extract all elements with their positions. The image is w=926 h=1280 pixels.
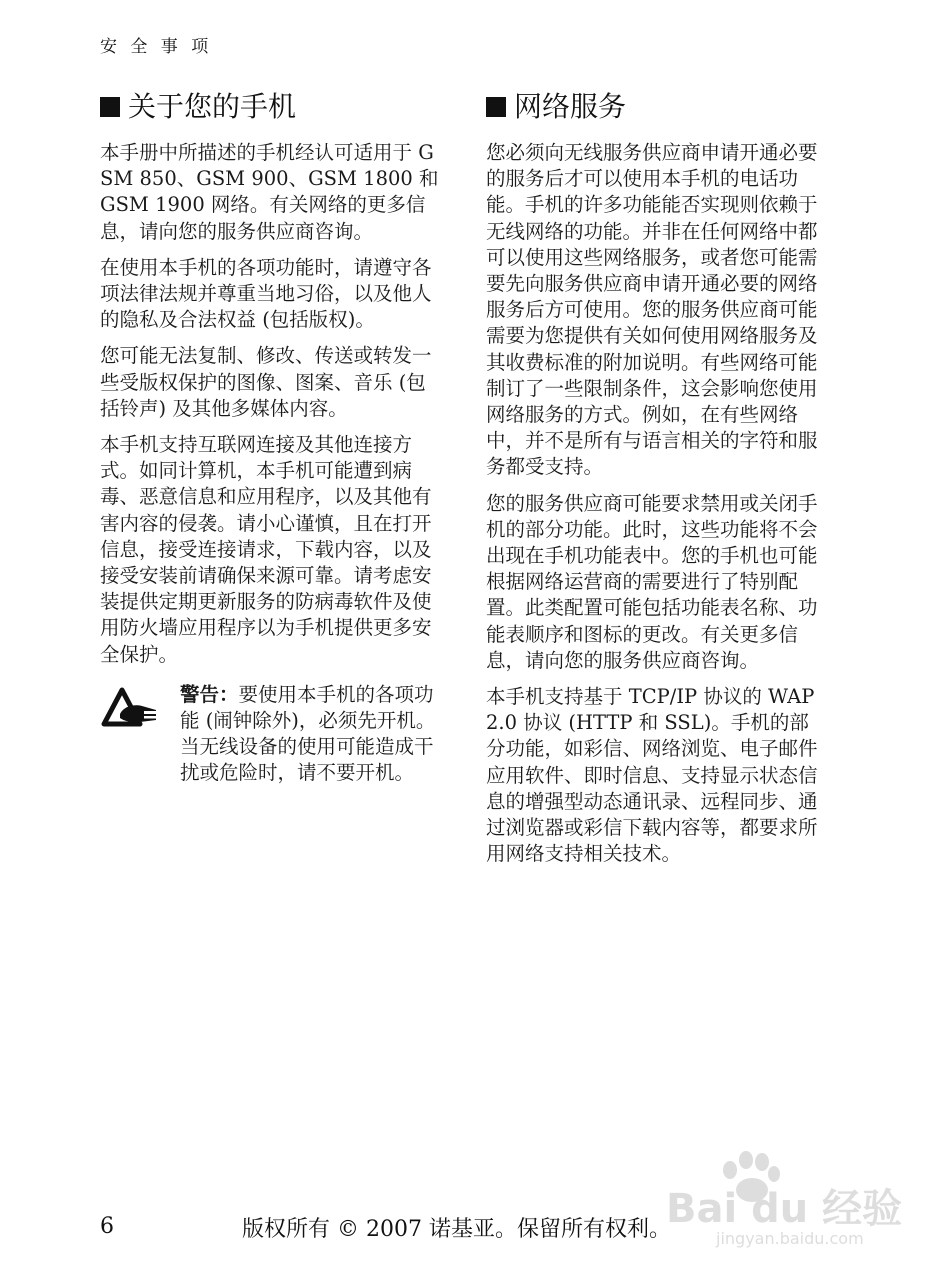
heading-square-icon [486, 97, 506, 117]
paragraph: 您的服务供应商可能要求禁用或关闭手机的部分功能。此时，这些功能将不会出现在手机功能表中。您的手机也可能根据网络运营商的需要进行了特别配置。此类配置可能包括功能表名称、功能表顺序和图标的更改。有关更多信息，请向您的服务供应商咨询。 [486, 491, 818, 672]
paragraph: 您可能无法复制、修改、传送或转发一些受版权保护的图像、图案、音乐 (包括铃声) 及其他多媒体内容。 [100, 344, 432, 420]
warning-text [180, 682, 440, 787]
watermark-brand-text: Bai du 经验 [666, 1186, 903, 1232]
running-head: 安 全 事 项 [100, 37, 213, 57]
warning-hand-icon [100, 684, 160, 730]
paragraph: 本手册中所描述的手机经认可适用于 GSM 850、GSM 900、GSM 1800 和 GSM 1900 网络。有关网络的更多信息，请向您的服务供应商咨询。 [100, 141, 439, 243]
left-column [100, 88, 440, 787]
section-heading-network-services [486, 88, 826, 126]
page-number: 6 [100, 1214, 114, 1239]
warning-label: 警告： [180, 682, 239, 706]
heading-text: 关于您的手机 [128, 90, 297, 123]
paragraph: 本手机支持基于 TCP/IP 协议的 WAP 2.0 协议 (HTTP 和 SSL)。手机的部分功能，如彩信、网络浏览、电子邮件应用软件、即时信息、支持显示状态信息的增强型动态通讯录、远程同步、通过浏览器或彩信下载内容等，都要求所用网络支持相关技术。 [486, 685, 818, 866]
watermark-url: jingyan.baidu.com [716, 1229, 864, 1248]
heading-square-icon [100, 97, 120, 117]
right-column [486, 88, 826, 877]
warning-body: 要使用本手机的各项功能 (闹钟除外)，必须先开机。当无线设备的使用可能造成干扰或危险时，请不要开机。 [180, 682, 436, 785]
heading-text: 网络服务 [514, 90, 627, 123]
copyright-notice: 版权所有 © 2007 诺基亚。保留所有权利。 [242, 1217, 671, 1242]
section-heading-about-phone [100, 88, 440, 126]
paragraph: 在使用本手机的各项功能时，请遵守各项法律法规并尊重当地习俗，以及他人的隐私及合法权益 (包括版权)。 [100, 255, 432, 332]
baidu-jingyan-watermark [660, 1140, 910, 1250]
warning-note [100, 682, 440, 787]
paragraph: 您必须向无线服务供应商申请开通必要的服务后才可以使用本手机的电话功能。手机的许多功能能否实现则依赖于无线网络的功能。并非在任何网络中都可以使用这些网络服务，或者您可能需要先向服务供应商申请开通必要的网络服务后方可使用。您的服务供应商可能需要为您提供有关如何使用网络服务及其收费标准的附加说明。有些网络可能制订了一些限制条件，这会影响您使用网络服务的方式。例如，在有些网络中，并不是所有与语言相关的字符和服务都受支持。 [486, 141, 818, 479]
paragraph: 本手机支持互联网连接及其他连接方式。如同计算机，本手机可能遭到病毒、恶意信息和应用程序，以及其他有害内容的侵袭。请小心谨慎，且在打开信息，接受连接请求，下载内容，以及接受安装前请确保来源可靠。请考虑安装提供定期更新服务的防病毒软件及使用防火墙应用程序以为手机提供更多安全保护。 [100, 433, 432, 666]
